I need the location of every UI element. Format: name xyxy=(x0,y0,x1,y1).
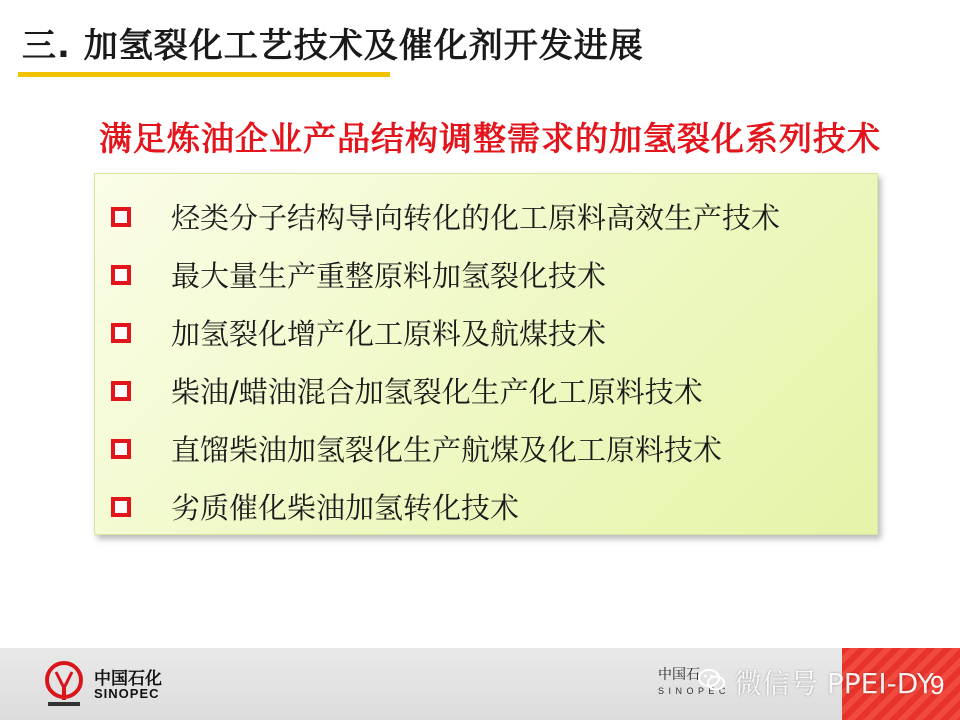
list-item-label: 劣质催化柴油加氢转化技术 xyxy=(171,491,520,525)
list-item-label: 烃类分子结构导向转化的化工原料高效生产技术 xyxy=(171,201,781,235)
square-bullet-icon xyxy=(111,323,131,343)
watermark-text: 微信号 PPEI-DY xyxy=(734,667,934,700)
square-bullet-icon xyxy=(111,381,131,401)
list-item-label: 柴油/蜡油混合加氢裂化生产化工原料技术 xyxy=(171,375,703,409)
square-bullet-icon xyxy=(111,207,131,227)
title-underline xyxy=(18,72,390,77)
list-item xyxy=(95,304,877,362)
institute-name-en: S I N O P E C xyxy=(658,686,727,696)
list-item xyxy=(95,188,877,246)
slide-subtitle xyxy=(0,113,960,160)
page-number: 9 xyxy=(930,670,945,700)
list-item xyxy=(95,362,877,420)
slide-title: 三. 加氢裂化工艺技术及催化剂开发进展 xyxy=(22,26,644,66)
square-bullet-icon xyxy=(111,265,131,285)
list-item xyxy=(95,420,877,478)
list-item xyxy=(95,478,877,536)
slide-subtitle-text: 满足炼油企业产品结构调整需求的加氢裂化系列技术 xyxy=(99,119,881,158)
list-item-label: 加氢裂化增产化工原料及航煤技术 xyxy=(171,317,607,351)
technology-list-box xyxy=(94,173,878,535)
square-bullet-icon xyxy=(111,439,131,459)
list-item xyxy=(95,246,877,304)
slide-header xyxy=(0,0,960,82)
square-bullet-icon xyxy=(111,497,131,517)
wechat-watermark xyxy=(700,662,934,702)
technology-list xyxy=(95,188,877,536)
company-name-en: SINOPEC xyxy=(94,686,160,701)
list-item-label: 最大量生产重整原料加氢裂化技术 xyxy=(171,259,607,293)
list-item-label: 直馏柴油加氢裂化生产航煤及化工原料技术 xyxy=(171,433,723,467)
institute-name-cn: 中国石 xyxy=(658,667,700,683)
sinopec-logo-icon xyxy=(42,660,86,710)
company-name-cn: 中国石化 xyxy=(94,669,162,689)
